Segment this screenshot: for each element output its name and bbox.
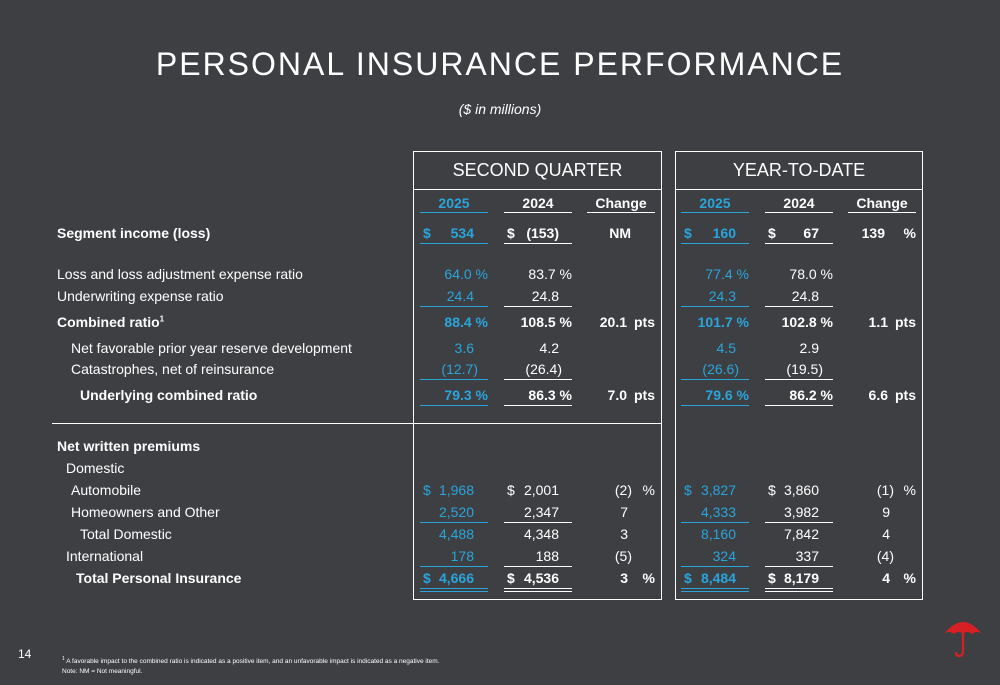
cell: 64.0 %	[444, 266, 488, 282]
row-underline	[504, 379, 572, 380]
cell: 3.6	[454, 340, 474, 356]
cell: 102.8 %	[781, 314, 833, 330]
cell: NM	[609, 225, 631, 241]
cell: 4,348	[523, 526, 559, 542]
currency-symbol: $	[684, 225, 692, 241]
header-underline	[587, 212, 655, 213]
cell: 86.2 %	[789, 387, 833, 403]
cell: 4,536	[523, 570, 559, 586]
page-subtitle: ($ in millions)	[458, 101, 542, 117]
cell: 4,666	[438, 570, 474, 586]
row-underline	[420, 566, 488, 567]
footnote-marker: 1	[159, 314, 165, 324]
currency-symbol: $	[684, 482, 692, 498]
row-label: Loss and loss adjustment expense ratio	[57, 266, 303, 282]
row-label: Total Domestic	[80, 526, 172, 542]
cell: (26.6)	[702, 361, 739, 377]
cell: 1,968	[438, 482, 474, 498]
row-label: Automobile	[71, 482, 142, 498]
cell: 7.0	[607, 387, 627, 403]
cell: (2)	[614, 482, 632, 498]
cell: 2,001	[523, 482, 559, 498]
cell: 4.2	[539, 340, 559, 356]
row-underline	[504, 243, 572, 244]
cell: 101.7 %	[697, 314, 749, 330]
cell: pts	[634, 314, 655, 330]
row-underline	[765, 243, 833, 244]
double-underline	[420, 591, 488, 592]
cell: 324	[712, 548, 736, 564]
currency-symbol: $	[423, 225, 431, 241]
cell: 4.5	[716, 340, 736, 356]
double-underline	[681, 588, 749, 589]
cell: (5)	[614, 548, 632, 564]
cell: 3	[620, 570, 628, 586]
page-title: PERSONAL INSURANCE PERFORMANCE	[155, 46, 845, 82]
cell: 88.4 %	[444, 314, 488, 330]
row-underline	[420, 379, 488, 380]
cell: 108.5 %	[520, 314, 572, 330]
cell: 8,160	[700, 526, 736, 542]
row-label: Homeowners and Other	[71, 504, 220, 520]
row-underline	[504, 306, 572, 307]
row-underline	[681, 405, 749, 406]
cell: 8,484	[700, 570, 736, 586]
double-underline	[681, 591, 749, 592]
header-underline	[681, 212, 749, 213]
footnote	[62, 654, 439, 677]
cell: 2,347	[523, 504, 559, 520]
row-label: Net favorable prior year reserve development	[71, 340, 352, 356]
cell: %	[903, 570, 916, 586]
cell: 188	[535, 548, 559, 564]
double-underline	[504, 591, 572, 592]
cell: 67	[803, 225, 819, 241]
cell: 24.8	[791, 288, 819, 304]
row-underline	[765, 379, 833, 380]
row-underline	[420, 306, 488, 307]
cell: (26.4)	[525, 361, 562, 377]
cell: 24.3	[708, 288, 736, 304]
cell: 6.6	[868, 387, 888, 403]
row-underline	[681, 243, 749, 244]
cell: 7	[620, 504, 628, 520]
currency-symbol: $	[684, 570, 692, 586]
currency-symbol: $	[423, 482, 431, 498]
cell: 2,520	[438, 504, 474, 520]
cell: 20.1	[599, 314, 627, 330]
row-underline	[681, 566, 749, 567]
double-underline	[504, 588, 572, 589]
cell: 4	[882, 570, 890, 586]
sq-2025-header: 2025	[438, 195, 470, 211]
cell: pts	[895, 387, 916, 403]
row-label: International	[66, 548, 144, 564]
currency-symbol: $	[507, 225, 515, 241]
cell: 1.1	[868, 314, 888, 330]
cell: 3,860	[783, 482, 819, 498]
currency-symbol: $	[507, 482, 515, 498]
cell: 24.4	[446, 288, 474, 304]
row-underline	[504, 522, 572, 523]
year-to-date-header: YEAR-TO-DATE	[676, 152, 922, 190]
cell: %	[903, 225, 916, 241]
cell: (1)	[876, 482, 894, 498]
row-underline	[681, 379, 749, 380]
currency-symbol: $	[768, 225, 776, 241]
second-quarter-header: SECOND QUARTER	[414, 152, 661, 190]
row-label: Underlying combined ratio	[80, 387, 258, 403]
currency-symbol: $	[768, 482, 776, 498]
cell: (19.5)	[786, 361, 823, 377]
cell: 86.3 %	[528, 387, 572, 403]
double-underline	[420, 588, 488, 589]
combined-ratio-label: Combined ratio	[57, 314, 160, 330]
cell: 83.7 %	[528, 266, 572, 282]
header-underline	[504, 212, 572, 213]
cell: 78.0 %	[789, 266, 833, 282]
footnote-text: A favorable impact to the combined ratio is indicated as a positive item, and an unfavorable impact is indicated as a negative item.	[66, 658, 440, 666]
header-underline	[420, 212, 488, 213]
cell: 79.6 %	[705, 387, 749, 403]
cell: (12.7)	[441, 361, 478, 377]
cell: 4,333	[700, 504, 736, 520]
umbrella-icon	[942, 614, 984, 658]
currency-symbol: $	[768, 570, 776, 586]
cell: 337	[795, 548, 819, 564]
cell: 7,842	[783, 526, 819, 542]
cell: 4	[882, 526, 890, 542]
row-label: Segment income (loss)	[57, 225, 211, 241]
cell: (4)	[876, 548, 894, 564]
cell: 8,179	[783, 570, 819, 586]
row-label: Net written premiums	[57, 438, 201, 454]
sq-2024-header: 2024	[522, 195, 554, 211]
row-underline	[765, 566, 833, 567]
footnote-line	[62, 654, 439, 667]
cell: 79.3 %	[444, 387, 488, 403]
double-underline	[765, 591, 833, 592]
row-label	[57, 314, 164, 330]
cell: %	[642, 570, 655, 586]
row-underline	[420, 405, 488, 406]
row-label: Underwriting expense ratio	[57, 288, 224, 304]
cell: 24.8	[531, 288, 559, 304]
row-underline	[420, 522, 488, 523]
footnote-note: Note: NM = Not meaningful.	[62, 668, 143, 676]
ytd-2025-header: 2025	[699, 195, 731, 211]
cell: 2.9	[799, 340, 819, 356]
cell: 160	[712, 225, 736, 241]
row-label: Catastrophes, net of reinsurance	[71, 361, 275, 377]
row-underline	[504, 566, 572, 567]
header-underline	[848, 212, 916, 213]
row-underline	[504, 405, 572, 406]
page-number: 14	[18, 647, 32, 661]
cell: 139	[861, 225, 885, 241]
cell: 4,488	[438, 526, 474, 542]
sq-change-header: Change	[595, 195, 647, 211]
row-underline	[420, 243, 488, 244]
row-underline	[765, 405, 833, 406]
cell: 77.4 %	[705, 266, 749, 282]
ytd-change-header: Change	[856, 195, 908, 211]
cell: 9	[882, 504, 890, 520]
double-underline	[765, 588, 833, 589]
section-divider	[52, 423, 662, 424]
ytd-2024-header: 2024	[783, 195, 815, 211]
cell: 178	[450, 548, 474, 564]
cell: 3	[620, 526, 628, 542]
header-underline	[765, 212, 833, 213]
cell: (153)	[526, 225, 559, 241]
row-label: Total Personal Insurance	[76, 570, 242, 586]
row-underline	[681, 522, 749, 523]
row-underline	[765, 522, 833, 523]
footnote-marker: 1	[62, 656, 65, 662]
cell: 3,982	[783, 504, 819, 520]
cell: %	[903, 482, 916, 498]
cell: pts	[895, 314, 916, 330]
currency-symbol: $	[507, 570, 515, 586]
currency-symbol: $	[423, 570, 431, 586]
cell: %	[642, 482, 655, 498]
cell: pts	[634, 387, 655, 403]
cell: 534	[450, 225, 474, 241]
row-label: Domestic	[66, 460, 125, 476]
row-underline	[765, 306, 833, 307]
cell: 3,827	[700, 482, 736, 498]
row-underline	[681, 306, 749, 307]
